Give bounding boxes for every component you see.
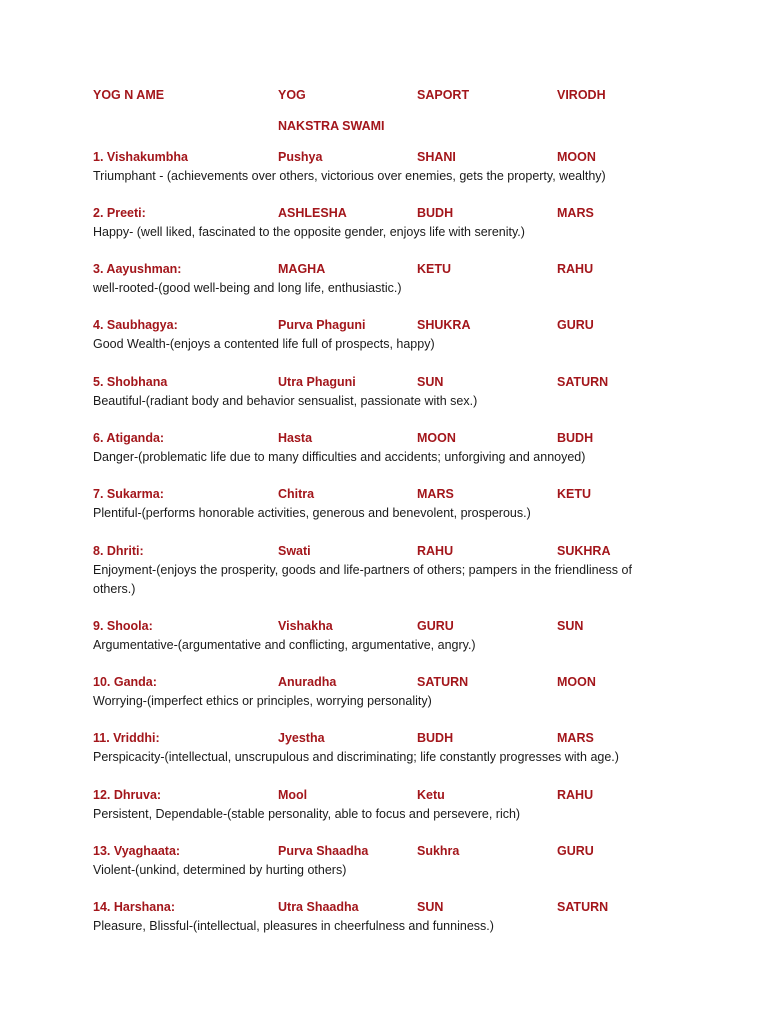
nakshatra: Anuradha <box>278 675 337 689</box>
entry-description: Perspicacity-(intellectual, unscrupulous and discriminating; life constantly progresses with age.) <box>93 750 619 764</box>
entry-heading <box>93 619 733 637</box>
entry-heading <box>93 675 733 693</box>
entry-description: Good Wealth-(enjoys a contented life full of prospects, happy) <box>93 337 435 351</box>
virodh-planet: MOON <box>557 675 596 689</box>
entry-heading <box>93 544 733 562</box>
entry-description: Danger-(problematic life due to many difficulties and accidents; unforgiving and annoyed) <box>93 450 586 464</box>
entry-description: Triumphant - (achievements over others, victorious over enemies, gets the property, wealthy) <box>93 169 606 183</box>
saport-planet: KETU <box>417 262 452 276</box>
entry-heading <box>93 788 733 806</box>
saport-planet: MARS <box>417 487 454 501</box>
nakshatra: Hasta <box>278 431 313 445</box>
nakshatra: Pushya <box>278 150 323 164</box>
virodh-planet: SUKHRA <box>557 544 611 558</box>
virodh-planet: RAHU <box>557 788 594 802</box>
nakshatra: Purva Shaadha <box>278 844 369 858</box>
entry-description: Beautiful-(radiant body and behavior sensualist, passionate with sex.) <box>93 394 478 408</box>
header-subrow <box>93 119 733 137</box>
entry-heading <box>93 487 733 505</box>
entry-heading <box>93 206 733 224</box>
saport-planet: Ketu <box>417 788 445 802</box>
saport-planet: RAHU <box>417 544 454 558</box>
virodh-planet: MARS <box>557 731 594 745</box>
virodh-planet: SATURN <box>557 900 609 914</box>
yog-name: 12. Dhruva: <box>93 788 162 802</box>
entry-heading <box>93 731 733 749</box>
saport-planet: SATURN <box>417 675 469 689</box>
entry-heading <box>93 844 733 862</box>
entry-heading <box>93 262 733 280</box>
saport-planet: BUDH <box>417 731 454 745</box>
entry-description: Violent-(unkind, determined by hurting others) <box>93 863 347 877</box>
header-saport: SAPORT <box>417 88 470 102</box>
yog-name: 11. Vriddhi: <box>93 731 160 745</box>
header-nakstra-swami: NAKSTRA SWAMI <box>278 119 385 133</box>
header-yog: YOG <box>278 88 306 102</box>
header-yog-name: YOG N AME <box>93 88 165 102</box>
yog-name: 9. Shoola: <box>93 619 153 633</box>
header-row <box>93 88 733 106</box>
saport-planet: SUN <box>417 900 444 914</box>
entry-description: Pleasure, Blissful-(intellectual, pleasures in cheerfulness and funniness.) <box>93 919 494 933</box>
virodh-planet: GURU <box>557 318 594 332</box>
nakshatra: Utra Shaadha <box>278 900 359 914</box>
saport-planet: SUN <box>417 375 444 389</box>
entry-heading <box>93 431 733 449</box>
virodh-planet: MARS <box>557 206 594 220</box>
virodh-planet: KETU <box>557 487 592 501</box>
yog-name: 4. Saubhagya: <box>93 318 178 332</box>
nakshatra: Mool <box>278 788 308 802</box>
yog-name: 8. Dhriti: <box>93 544 144 558</box>
nakshatra: Utra Phaguni <box>278 375 356 389</box>
nakshatra: ASHLESHA <box>278 206 347 220</box>
entry-description: Happy- (well liked, fascinated to the opposite gender, enjoys life with serenity.) <box>93 225 525 239</box>
virodh-planet: BUDH <box>557 431 594 445</box>
virodh-planet: SUN <box>557 619 584 633</box>
yog-name: 14. Harshana: <box>93 900 175 914</box>
yog-name: 6. Atiganda: <box>93 431 165 445</box>
virodh-planet: RAHU <box>557 262 594 276</box>
nakshatra: Swati <box>278 544 311 558</box>
virodh-planet: GURU <box>557 844 594 858</box>
saport-planet: GURU <box>417 619 454 633</box>
saport-planet: SHUKRA <box>417 318 471 332</box>
entry-heading <box>93 150 733 168</box>
entry-description: Persistent, Dependable-(stable personality, able to focus and persevere, rich) <box>93 807 521 821</box>
yog-name: 10. Ganda: <box>93 675 157 689</box>
nakshatra: Purva Phaguni <box>278 318 366 332</box>
entry-description: Argumentative-(argumentative and conflicting, argumentative, angry.) <box>93 638 476 652</box>
yog-name: 3. Aayushman: <box>93 262 182 276</box>
entry-heading <box>93 900 733 918</box>
nakshatra: MAGHA <box>278 262 326 276</box>
header-virodh: VIRODH <box>557 88 606 102</box>
nakshatra: Chitra <box>278 487 315 501</box>
saport-planet: Sukhra <box>417 844 460 858</box>
nakshatra: Jyestha <box>278 731 325 745</box>
entry-heading <box>93 318 733 336</box>
entry-heading <box>93 375 733 393</box>
yog-name: 1. Vishakumbha <box>93 150 188 164</box>
entry-description: Worrying-(imperfect ethics or principles, worrying personality) <box>93 694 432 708</box>
virodh-planet: MOON <box>557 150 596 164</box>
saport-planet: MOON <box>417 431 456 445</box>
yog-name: 7. Sukarma: <box>93 487 164 501</box>
entry-description: Plentiful-(performs honorable activities, generous and benevolent, prosperous.) <box>93 506 531 520</box>
yog-name: 13. Vyaghaata: <box>93 844 181 858</box>
saport-planet: BUDH <box>417 206 454 220</box>
entry-description: well-rooted-(good well-being and long life, enthusiastic.) <box>93 281 402 295</box>
yog-name: 5. Shobhana <box>93 375 168 389</box>
saport-planet: SHANI <box>417 150 456 164</box>
entry-description: Enjoyment-(enjoys the prosperity, goods and life-partners of others; pampers in the friendliness of others.) <box>93 563 632 596</box>
yog-name: 2. Preeti: <box>93 206 146 220</box>
virodh-planet: SATURN <box>557 375 609 389</box>
nakshatra: Vishakha <box>278 619 333 633</box>
